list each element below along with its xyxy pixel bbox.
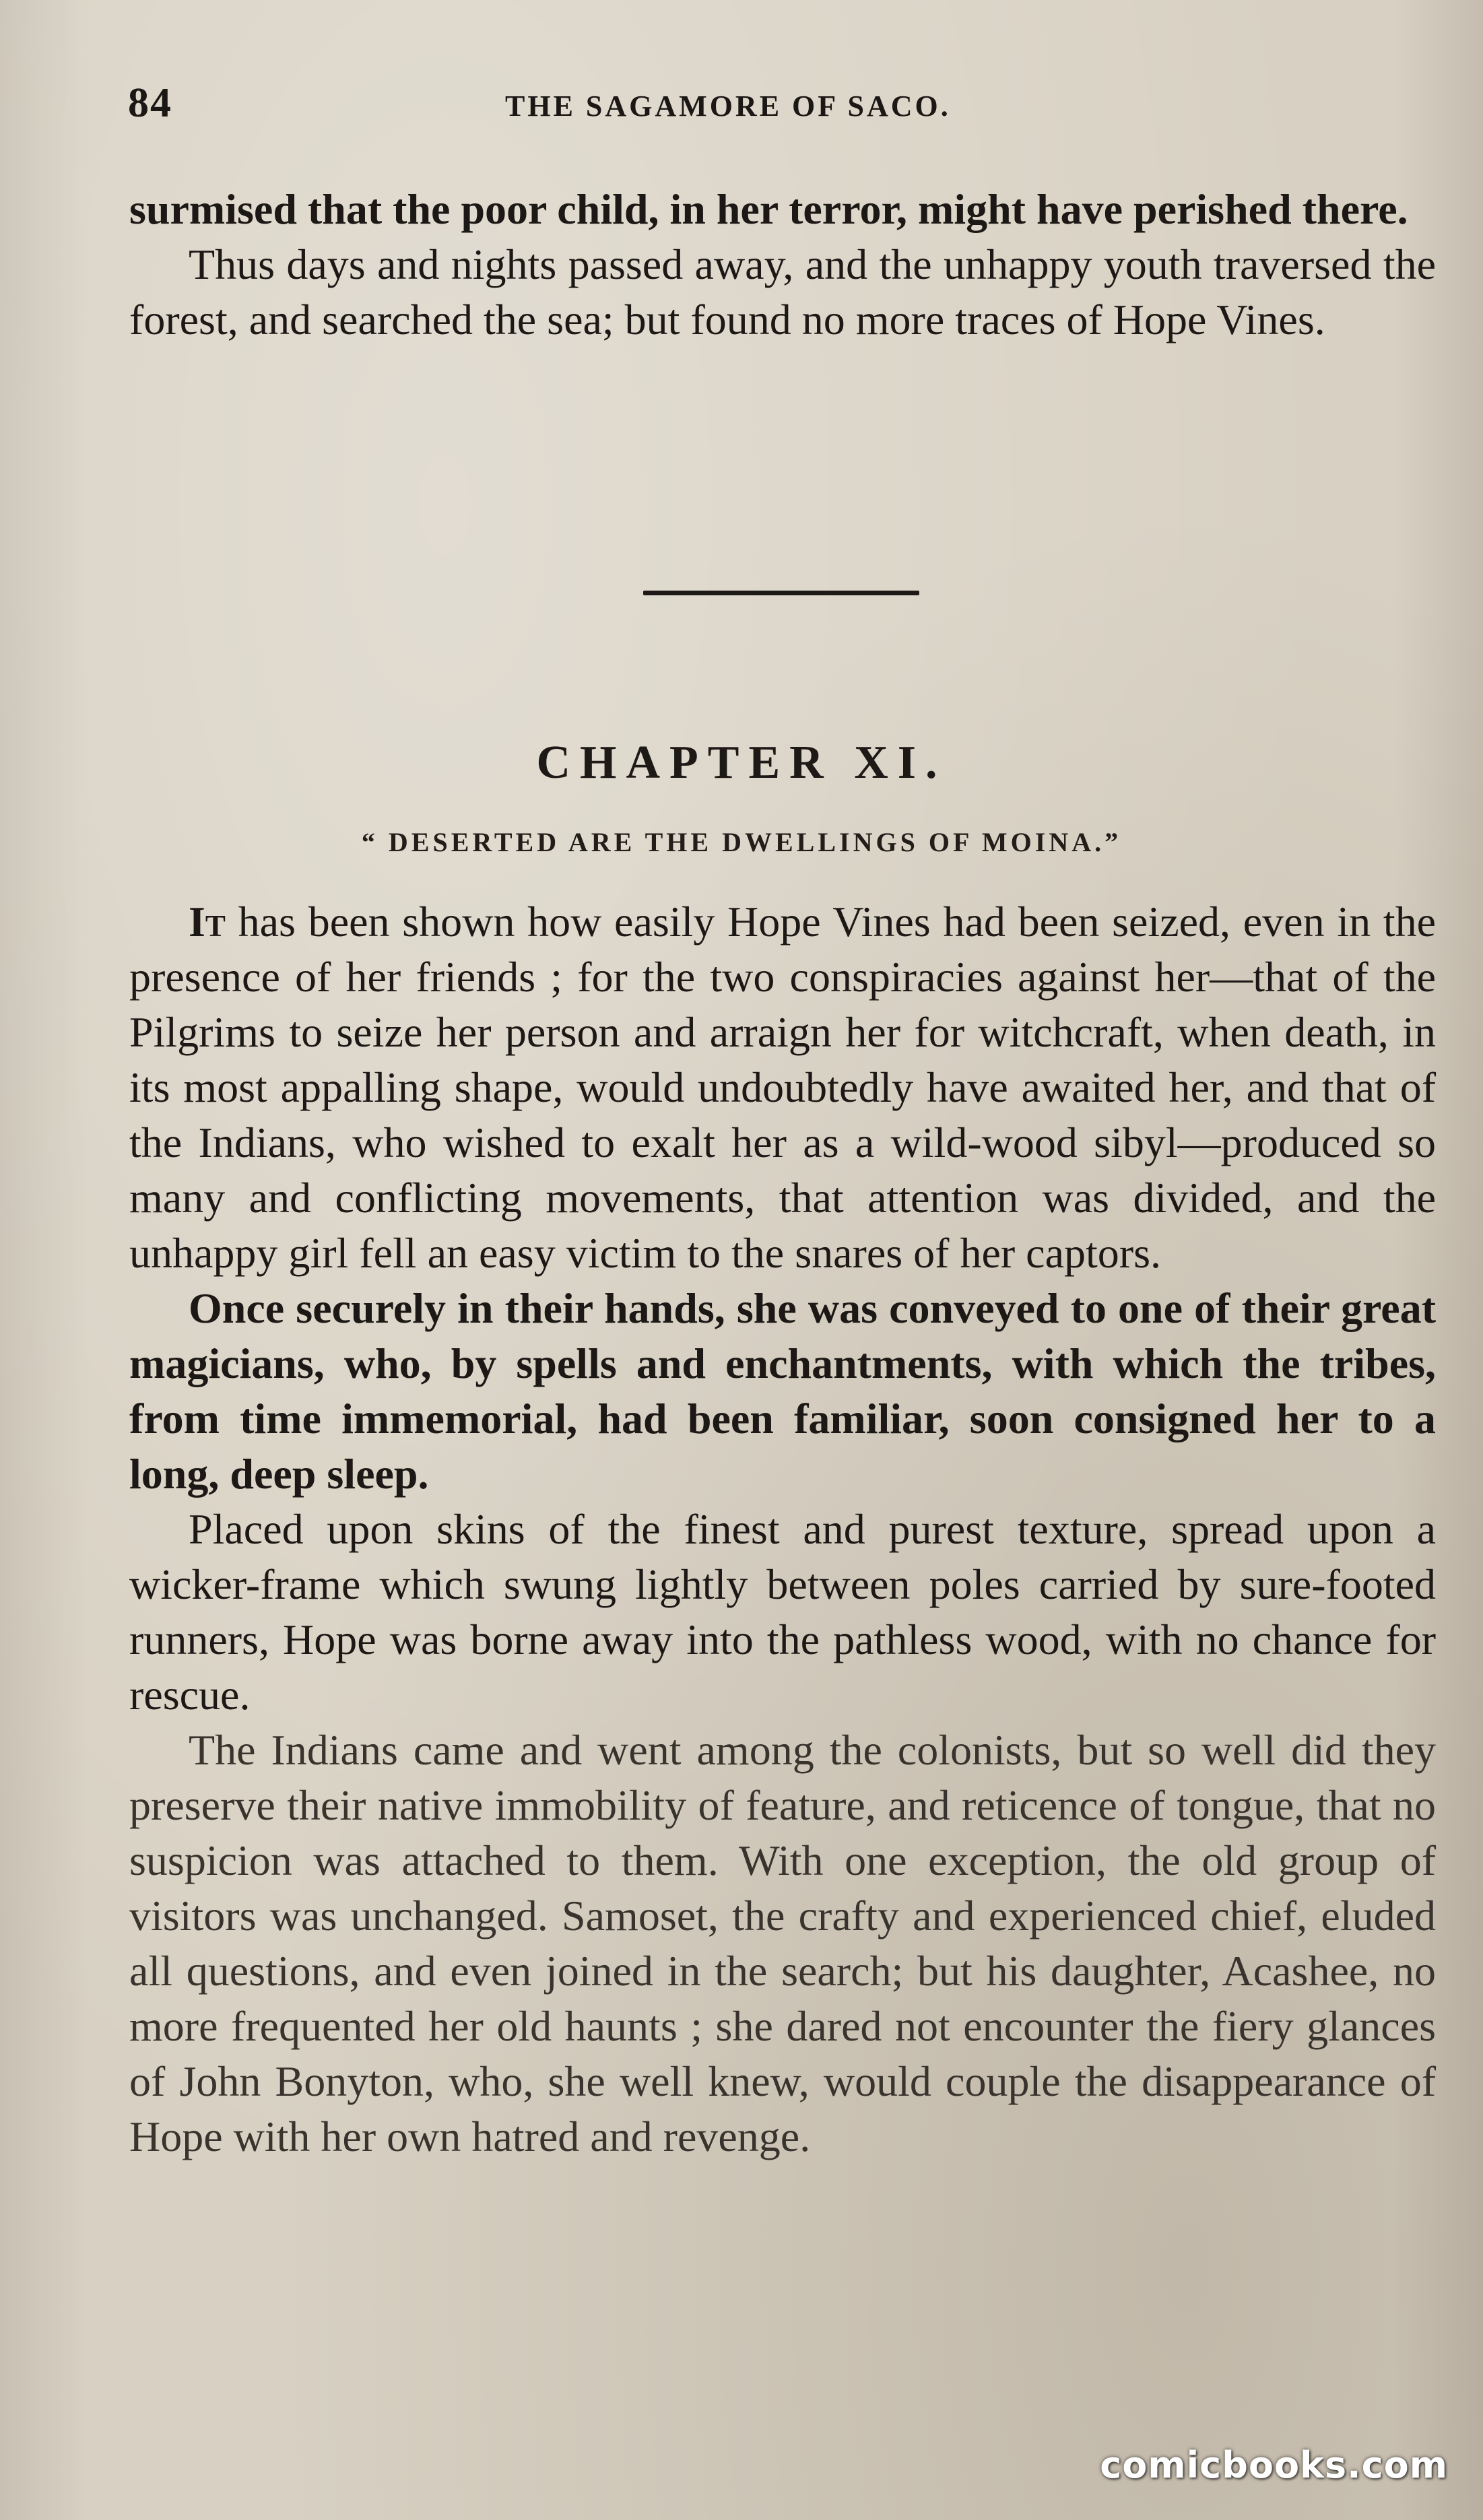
continued-paragraph: surmised that the poor child, in her terror, might have perished there. bbox=[129, 185, 1408, 233]
chapter-body bbox=[129, 894, 1436, 2164]
paragraph-lead-word: It bbox=[189, 898, 226, 946]
paragraph-1 bbox=[129, 894, 1436, 1281]
page-number: 84 bbox=[128, 80, 172, 126]
paragraph-2: Once securely in their hands, she was conveyed to one of their great magicians, who, by spells and enchantments, with which the tribes, from time immemorial, had been familiar, soon consigned her to a long, deep sleep. bbox=[129, 1284, 1436, 1498]
chapter-title: CHAPTER XI. bbox=[536, 737, 947, 789]
section-divider bbox=[643, 591, 919, 595]
paragraph-1-text: has been shown how easily Hope Vines had been seized, even in the presence of her friends ; for the two conspiracies against her—that of the Pilgrims to seize her person and arraign her for witchcraft, when death, in its most appalling shape, would undoubtedly have awaited her, and that of the Indians, who wished to exalt her as a wild-wood sibyl—produced so many and conflicting movements, that attention was divided, and the unhappy girl fell an easy victim to the snares of her captors. bbox=[129, 898, 1436, 1277]
paragraph: Thus days and nights passed away, and the unhappy youth traversed the forest, and searched the sea; but found no more traces of Hope Vines. bbox=[129, 240, 1436, 343]
paragraph-4: The Indians came and went among the colonists, but so well did they preserve their native immobility of feature, and reticence of tongue, that no suspicion was attached to them. With one exception, the old group of visitors was unchanged. Samoset, the crafty and experienced chief, eluded all questions, and even joined in the search; but his daughter, Acashee, no more frequented her old haunts ; she dared not encounter the fiery glances of John Bonyton, who, she well knew, would couple the disappearance of Hope with her own hatred and revenge. bbox=[129, 1726, 1436, 2160]
running-head bbox=[128, 79, 1438, 140]
paragraph-3: Placed upon skins of the finest and purest texture, spread upon a wicker-frame which swung lightly between poles carried by sure-footed runners, Hope was borne away into the pathless wood, with no chance for rescue. bbox=[129, 1505, 1436, 1719]
running-title: THE SAGAMORE OF SACO. bbox=[505, 90, 951, 123]
chapter-epigraph: “ DESERTED ARE THE DWELLINGS OF MOINA.” bbox=[361, 827, 1122, 857]
opening-text bbox=[129, 182, 1436, 347]
watermark: comicbooks.com bbox=[1100, 2444, 1448, 2486]
